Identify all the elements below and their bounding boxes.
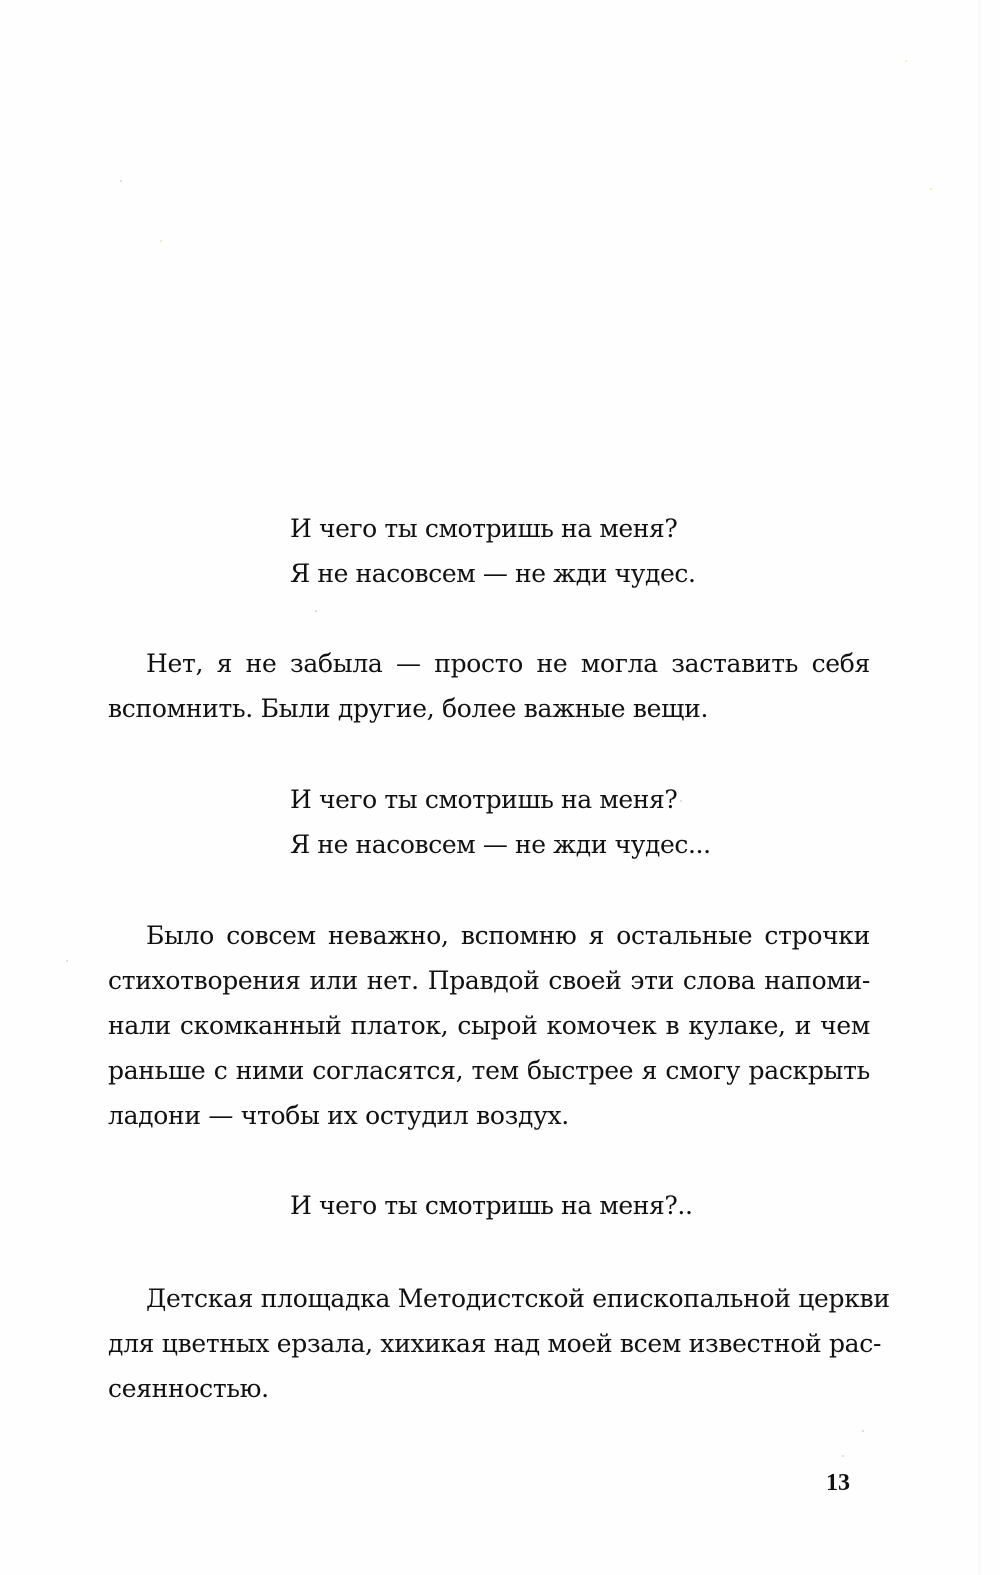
verse-line: И чего ты смотришь на меня?.. [290,1191,693,1220]
verse-line: И чего ты смотришь на меня? [290,785,678,814]
page-number: 13 [826,1470,850,1496]
paragraph-2 [108,913,870,1138]
verse-line: Я не насовсем — не жди чудес. [290,559,696,588]
paragraph-line: раньше с ними согласятся, тем быстрее я смогу раскрыть [108,1056,870,1085]
scan-speck [680,800,682,802]
paragraph-line: сеянностью. [108,1374,269,1403]
paragraph-3 [108,1276,890,1411]
scan-speck [930,188,932,190]
scan-speck [862,1430,864,1432]
paragraph-line: вспомнить. Были другие, более важные вещи. [108,694,709,723]
verse-line: Я не насовсем — не жди чудес... [290,830,711,859]
verse-block-3 [290,1183,810,1228]
paragraph-line: для цветных ерзала, хихикая над моей всем известной рас- [108,1329,882,1358]
paragraph-1 [108,641,870,731]
scan-speck [315,610,317,612]
scan-speck [66,960,68,962]
paragraph-line: стихотворения или нет. Правдой своей эти слова напоми- [108,966,870,995]
scan-speck [160,240,162,242]
scan-speck [905,60,907,62]
paragraph-line: Было совсем неважно, вспомню я остальные строчки [146,921,870,950]
verse-block-2 [290,777,810,867]
page-edge-shadow [976,0,982,1575]
verse-line: И чего ты смотришь на меня? [290,514,678,543]
paragraph-line: Детская площадка Методистской епископальной церкви [146,1284,890,1313]
scan-speck [120,180,122,182]
paragraph-line: нали скомканный платок, сырой комочек в кулаке, и чем [108,1011,870,1040]
verse-block-1 [290,506,810,596]
paragraph-line: ладони — чтобы их остудил воздух. [108,1101,569,1130]
scan-speck [842,1455,844,1457]
paragraph-line: Нет, я не забыла — просто не могла заставить себя [146,649,870,678]
